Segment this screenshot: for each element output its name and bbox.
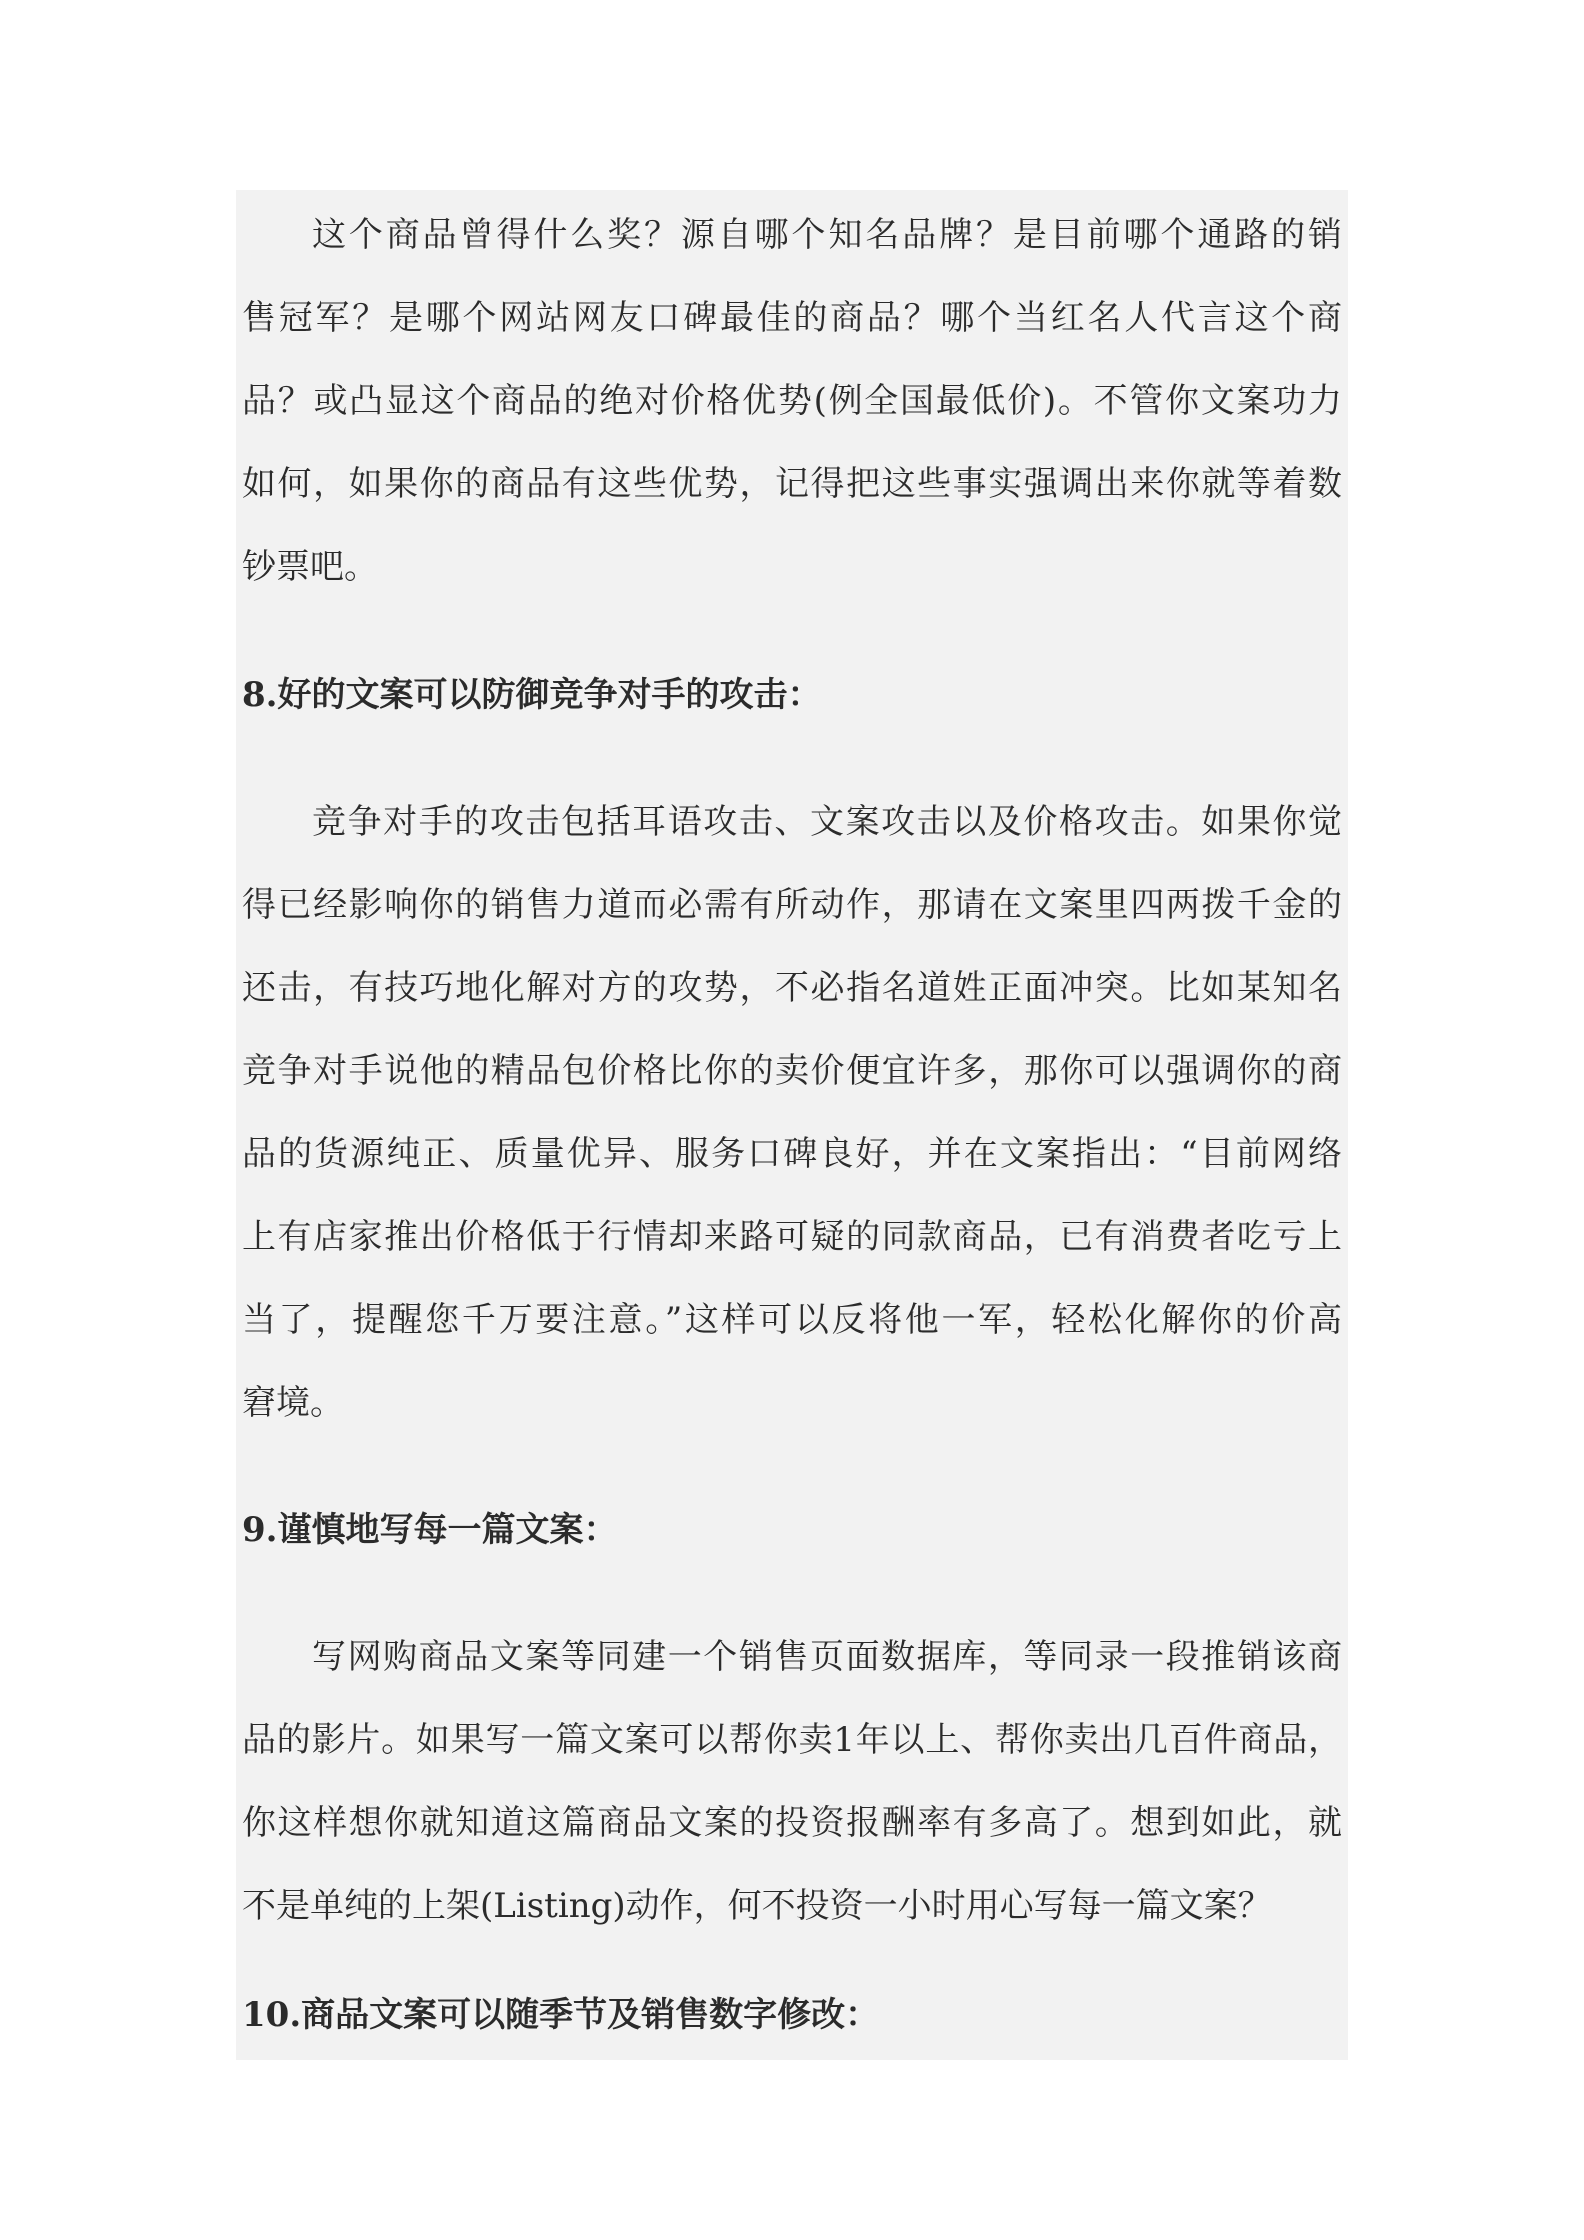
- paragraph-3-line-4: 不是单纯的上架(Listing)动作，何不投资一小时用心写每一篇文案？: [242, 1886, 1272, 1926]
- paragraph-1-line-3: 品？或凸显这个商品的绝对价格优势(例全国最低价)。不管你文案功力: [242, 381, 1342, 421]
- section-heading-9: 9.谨慎地写每一篇文案：: [242, 1510, 618, 1550]
- paragraph-1-line-2: 售冠军？是哪个网站网友口碑最佳的商品？哪个当红名人代言这个商: [242, 298, 1342, 338]
- section-heading-10: 10.商品文案可以随季节及销售数字修改：: [242, 1995, 880, 2035]
- paragraph-1-line-5: 钞票吧。: [242, 547, 378, 587]
- paragraph-2-line-4: 竞争对手说他的精品包价格比你的卖价便宜许多，那你可以强调你的商: [242, 1051, 1342, 1091]
- paragraph-3-line-2: 品的影片。如果写一篇文案可以帮你卖1年以上、帮你卖出几百件商品，: [242, 1720, 1342, 1760]
- paragraph-1-line-1: 这个商品曾得什么奖？源自哪个知名品牌？是目前哪个通路的销: [312, 215, 1342, 255]
- paragraph-2-line-8: 窘境。: [242, 1383, 344, 1423]
- paragraph-3-line-3: 你这样想你就知道这篇商品文案的投资报酬率有多高了。想到如此，就: [242, 1803, 1342, 1843]
- section-heading-8: 8.好的文案可以防御竞争对手的攻击：: [242, 675, 822, 715]
- paragraph-2-line-1: 竞争对手的攻击包括耳语攻击、文案攻击以及价格攻击。如果你觉: [312, 802, 1342, 842]
- paragraph-2-line-6: 上有店家推出价格低于行情却来路可疑的同款商品，已有消费者吃亏上: [242, 1217, 1342, 1257]
- paragraph-2-line-2: 得已经影响你的销售力道而必需有所动作，那请在文案里四两拨千金的: [242, 885, 1342, 925]
- paragraph-2-line-3: 还击，有技巧地化解对方的攻势，不必指名道姓正面冲突。比如某知名: [242, 968, 1342, 1008]
- paragraph-1-line-4: 如何，如果你的商品有这些优势，记得把这些事实强调出来你就等着数: [242, 464, 1342, 504]
- paragraph-3-line-1: 写网购商品文案等同建一个销售页面数据库，等同录一段推销该商: [312, 1637, 1342, 1677]
- paragraph-2-line-5: 品的货源纯正、质量优异、服务口碑良好，并在文案指出：“目前网络: [242, 1134, 1342, 1174]
- paragraph-2-line-7: 当了，提醒您千万要注意。”这样可以反将他一军，轻松化解你的价高: [242, 1300, 1342, 1340]
